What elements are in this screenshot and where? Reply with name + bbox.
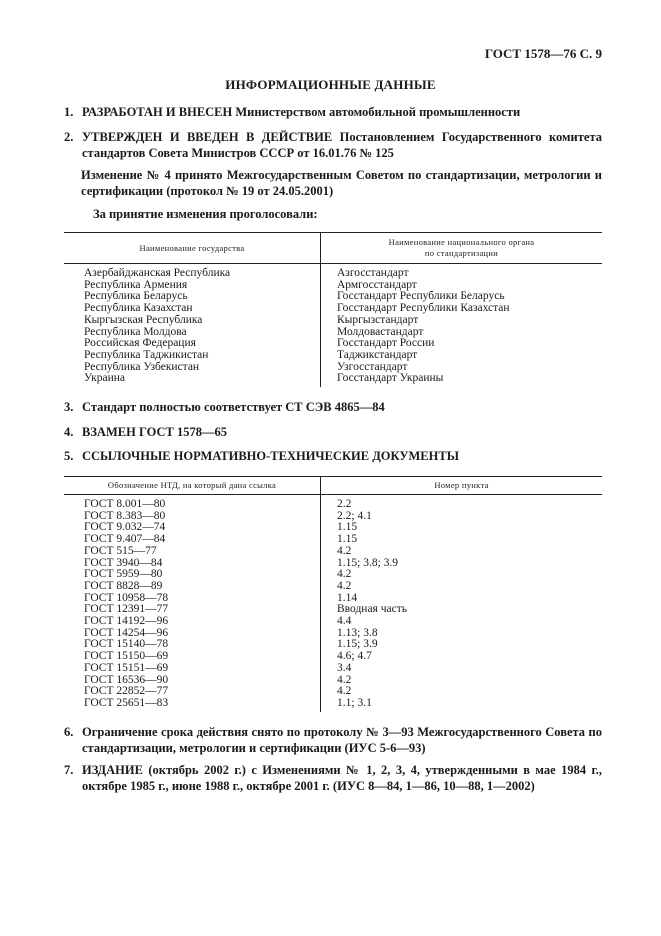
table-cell-name: ГОСТ 5959—80 xyxy=(84,568,163,581)
table-cell-name: Республика Узбекистан xyxy=(84,360,200,373)
table-cell-value: Азгосстандарт xyxy=(321,264,603,280)
table-cell-value: 4.4 xyxy=(321,616,603,628)
table-cell-name: ГОСТ 15151—69 xyxy=(84,661,169,674)
table-cell-value: Госстандарт Республики Казахстан xyxy=(321,303,603,315)
table-cell-name: ГОСТ 14192—96 xyxy=(84,615,169,628)
references-table-body xyxy=(64,495,602,712)
table-cell-value: Узгосстандарт xyxy=(321,362,603,374)
column-header-body xyxy=(321,233,603,264)
table-header-row xyxy=(64,233,602,264)
table-cell-value: Таджикстандарт xyxy=(321,350,603,362)
section-number: 6. xyxy=(64,725,74,739)
section-2 xyxy=(64,129,602,161)
table-cell-value: 1.15 xyxy=(321,534,603,546)
table-row xyxy=(64,495,602,511)
table-cell-value: Вводная часть xyxy=(321,604,603,616)
table-cell-name: ГОСТ 15150—69 xyxy=(84,650,169,663)
column-header-document: Обозначение НТД, на который дана ссылка xyxy=(64,477,321,495)
table-cell-name: Республика Молдова xyxy=(84,325,187,338)
table-row xyxy=(64,546,602,558)
table-row xyxy=(64,264,602,280)
table-cell-name: ГОСТ 14254—96 xyxy=(84,626,169,639)
section-1 xyxy=(64,104,602,120)
table-row xyxy=(64,581,602,593)
table-row xyxy=(64,698,602,712)
table-cell-value: 4.2 xyxy=(321,569,603,581)
table-cell-value: 4.2 xyxy=(321,675,603,687)
column-header-clause: Номер пункта xyxy=(321,477,603,495)
table-row xyxy=(64,616,602,628)
table-row xyxy=(64,315,602,327)
table-cell-name: ГОСТ 15140—78 xyxy=(84,638,169,651)
vote-caption: За принятие изменения проголосовали: xyxy=(93,207,318,221)
section-text: ССЫЛОЧНЫЕ НОРМАТИВНО-ТЕХНИЧЕСКИЕ ДОКУМЕНТЫ xyxy=(82,449,459,463)
table-cell-value: 4.2 xyxy=(321,581,603,593)
column-header-line: по стандартизации xyxy=(424,248,499,258)
table-cell-value: 2.2; 4.1 xyxy=(321,511,603,523)
section-number: 1. xyxy=(64,105,74,119)
section-text: ИЗДАНИЕ (октябрь 2002 г.) с Изменениями № 1, 2, 3, 4, утвержденными в мае 1984 г., октябре 1985 г., июне 1988 г., октябре 2001 г. (ИУС 8—84, 1—86, 10—88, 1—2002) xyxy=(82,763,602,793)
table-cell-name: ГОСТ 10958—78 xyxy=(84,591,169,604)
table-cell-name: ГОСТ 8.001—80 xyxy=(84,498,166,510)
table-cell-name: ГОСТ 22852—77 xyxy=(84,685,169,698)
section-text: Стандарт полностью соответствует СТ СЭВ 4865—84 xyxy=(82,400,385,414)
section-number: 2. xyxy=(64,130,74,144)
table-cell-value: 1.13; 3.8 xyxy=(321,628,603,640)
votes-table-body xyxy=(64,264,602,388)
section-text: РАЗРАБОТАН И ВНЕСЕН Министерством автомобильной промышленности xyxy=(82,105,521,119)
section-text: Ограничение срока действия снято по протоколу № 3—93 Межгосударственного Совета по стандартизации, метрологии и сертификации (ИУС 5-6—93) xyxy=(82,725,602,755)
table-cell-value: Кыргызстандарт xyxy=(321,315,603,327)
table-cell-value: Армгосстандарт xyxy=(321,280,603,292)
table-cell-name: ГОСТ 515—77 xyxy=(84,544,157,557)
section-text: ВЗАМЕН ГОСТ 1578—65 xyxy=(82,425,227,439)
table-cell-name: ГОСТ 25651—83 xyxy=(84,696,169,709)
section-5 xyxy=(64,448,602,464)
table-row xyxy=(64,362,602,374)
table-cell-name: ГОСТ 8.383—80 xyxy=(84,509,166,522)
table-cell-value: 4.6; 4.7 xyxy=(321,651,603,663)
table-cell-value: 1.15; 3.8; 3.9 xyxy=(321,558,603,570)
table-cell-name: Азербайджанская Республика xyxy=(84,267,231,279)
change-note: Изменение № 4 принято Межгосударственным Советом по стандартизации, метрологии и сертификации (протокол № 19 от 24.05.2001) xyxy=(81,168,602,198)
section-4 xyxy=(64,424,602,440)
table-cell-value: Госстандарт России xyxy=(321,338,603,350)
table-cell-value: 4.2 xyxy=(321,686,603,698)
table-cell-name: Республика Беларусь xyxy=(84,290,188,303)
table-cell-name: ГОСТ 9.032—74 xyxy=(84,521,166,534)
column-header-line: Наименование национального органа xyxy=(388,237,535,247)
table-cell-value: 1.14 xyxy=(321,593,603,605)
table-cell-name: Республика Армения xyxy=(84,278,188,291)
table-cell-value: 1.1; 3.1 xyxy=(321,698,603,712)
column-header-state: Наименование государства xyxy=(64,233,321,264)
table-cell-name: Республика Казахстан xyxy=(84,302,193,315)
table-cell-name: ГОСТ 9.407—84 xyxy=(84,533,166,546)
table-cell-value: Госстандарт Республики Беларусь xyxy=(321,291,603,303)
section-number: 3. xyxy=(64,400,74,414)
section-6 xyxy=(64,724,602,756)
page-header-reference: ГОСТ 1578—76 С. 9 xyxy=(484,46,602,61)
table-cell-value: 4.2 xyxy=(321,546,603,558)
table-cell-name: ГОСТ 8828—89 xyxy=(84,579,163,592)
table-row xyxy=(64,373,602,387)
section-text: УТВЕРЖДЕН И ВВЕДЕН В ДЕЙСТВИЕ Постановлением Государственного комитета стандартов Совета Министров СССР от 16.01.76 № 125 xyxy=(82,130,602,160)
section-3 xyxy=(64,399,602,415)
table-cell-name: ГОСТ 3940—84 xyxy=(84,556,163,569)
table-row xyxy=(64,350,602,362)
section-7 xyxy=(64,762,602,794)
section-number: 4. xyxy=(64,425,74,439)
table-cell-value: 1.15 xyxy=(321,522,603,534)
table-cell-value: 2.2 xyxy=(321,495,603,511)
table-cell-name: ГОСТ 16536—90 xyxy=(84,673,169,686)
table-cell-name: Республика Таджикистан xyxy=(84,348,209,361)
table-cell-value: Молдовастандарт xyxy=(321,327,603,339)
table-cell-name: Украина xyxy=(84,372,125,385)
votes-table xyxy=(64,232,602,387)
section-number: 7. xyxy=(64,763,74,777)
table-cell-name: Российская Федерация xyxy=(84,337,196,350)
section-number: 5. xyxy=(64,449,74,463)
page-title: ИНФОРМАЦИОННЫЕ ДАННЫЕ xyxy=(225,77,436,92)
table-header-row xyxy=(64,477,602,495)
table-cell-value: Госстандарт Украины xyxy=(321,373,603,387)
references-table xyxy=(64,476,602,712)
table-cell-value: 1.15; 3.9 xyxy=(321,639,603,651)
table-row xyxy=(64,663,602,675)
table-cell-name: ГОСТ 12391—77 xyxy=(84,603,169,616)
table-cell-name: Кыргызская Республика xyxy=(84,313,203,326)
table-cell-value: 3.4 xyxy=(321,663,603,675)
